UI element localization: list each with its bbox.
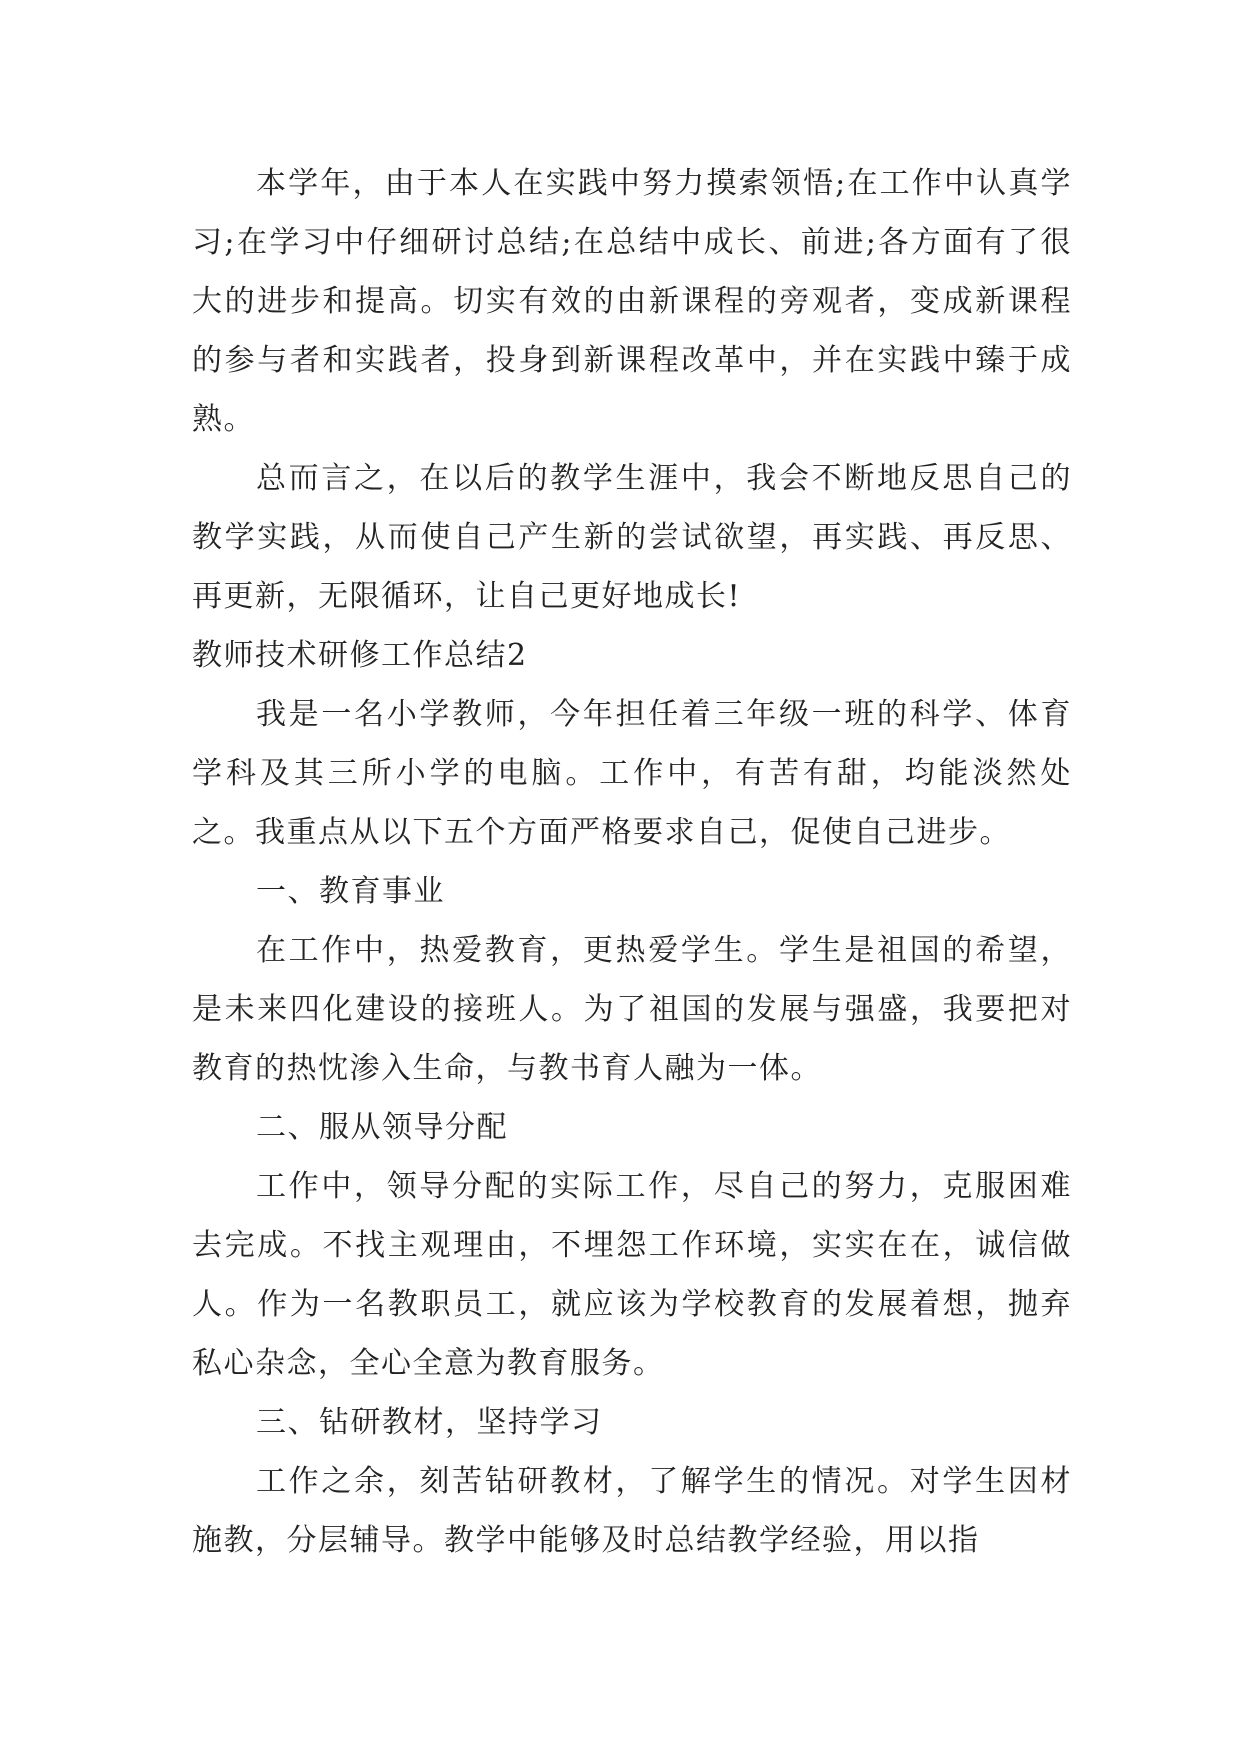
subheading: 二、服从领导分配 xyxy=(256,1110,508,1145)
paragraph: 我是一名小学教师，今年担任着三年级一班的科学、体育学科及其三所小学的电脑。工作中，有苦有甜，均能淡然处之。我重点从以下五个方面严格要求自己，促使自己进步。 xyxy=(192,697,1072,850)
paragraph: 工作之余，刻苦钻研教材，了解学生的情况。对学生因材施教，分层辅导。教学中能够及时总结教学经验，用以指 xyxy=(192,1464,1072,1558)
paragraph: 本学年，由于本人在实践中努力摸索领悟;在工作中认真学习;在学习中仔细研讨总结;在总结中成长、前进;各方面有了很大的进步和提高。切实有效的由新课程的旁观者，变成新课程的参与者和实践者，投身到新课程改革中，并在实践中臻于成熟。 xyxy=(192,166,1072,437)
paragraph: 总而言之，在以后的教学生涯中，我会不断地反思自己的教学实践，从而使自己产生新的尝试欲望，再实践、再反思、再更新，无限循环，让自己更好地成长! xyxy=(192,461,1072,614)
paragraph: 在工作中，热爱教育，更热爱学生。学生是祖国的希望，是未来四化建设的接班人。为了祖国的发展与强盛，我要把对教育的热忱渗入生命，与教书育人融为一体。 xyxy=(192,933,1072,1086)
section-title: 教师技术研修工作总结2 xyxy=(192,638,528,673)
document-body xyxy=(192,154,1072,1570)
subheading: 三、钻研教材，坚持学习 xyxy=(256,1405,603,1440)
paragraph: 工作中，领导分配的实际工作，尽自己的努力，克服困难去完成。不找主观理由，不埋怨工作环境，实实在在，诚信做人。作为一名教职员工，就应该为学校教育的发展着想，抛弃私心杂念，全心全意为教育服务。 xyxy=(192,1169,1072,1381)
subheading: 一、教育事业 xyxy=(256,874,445,909)
